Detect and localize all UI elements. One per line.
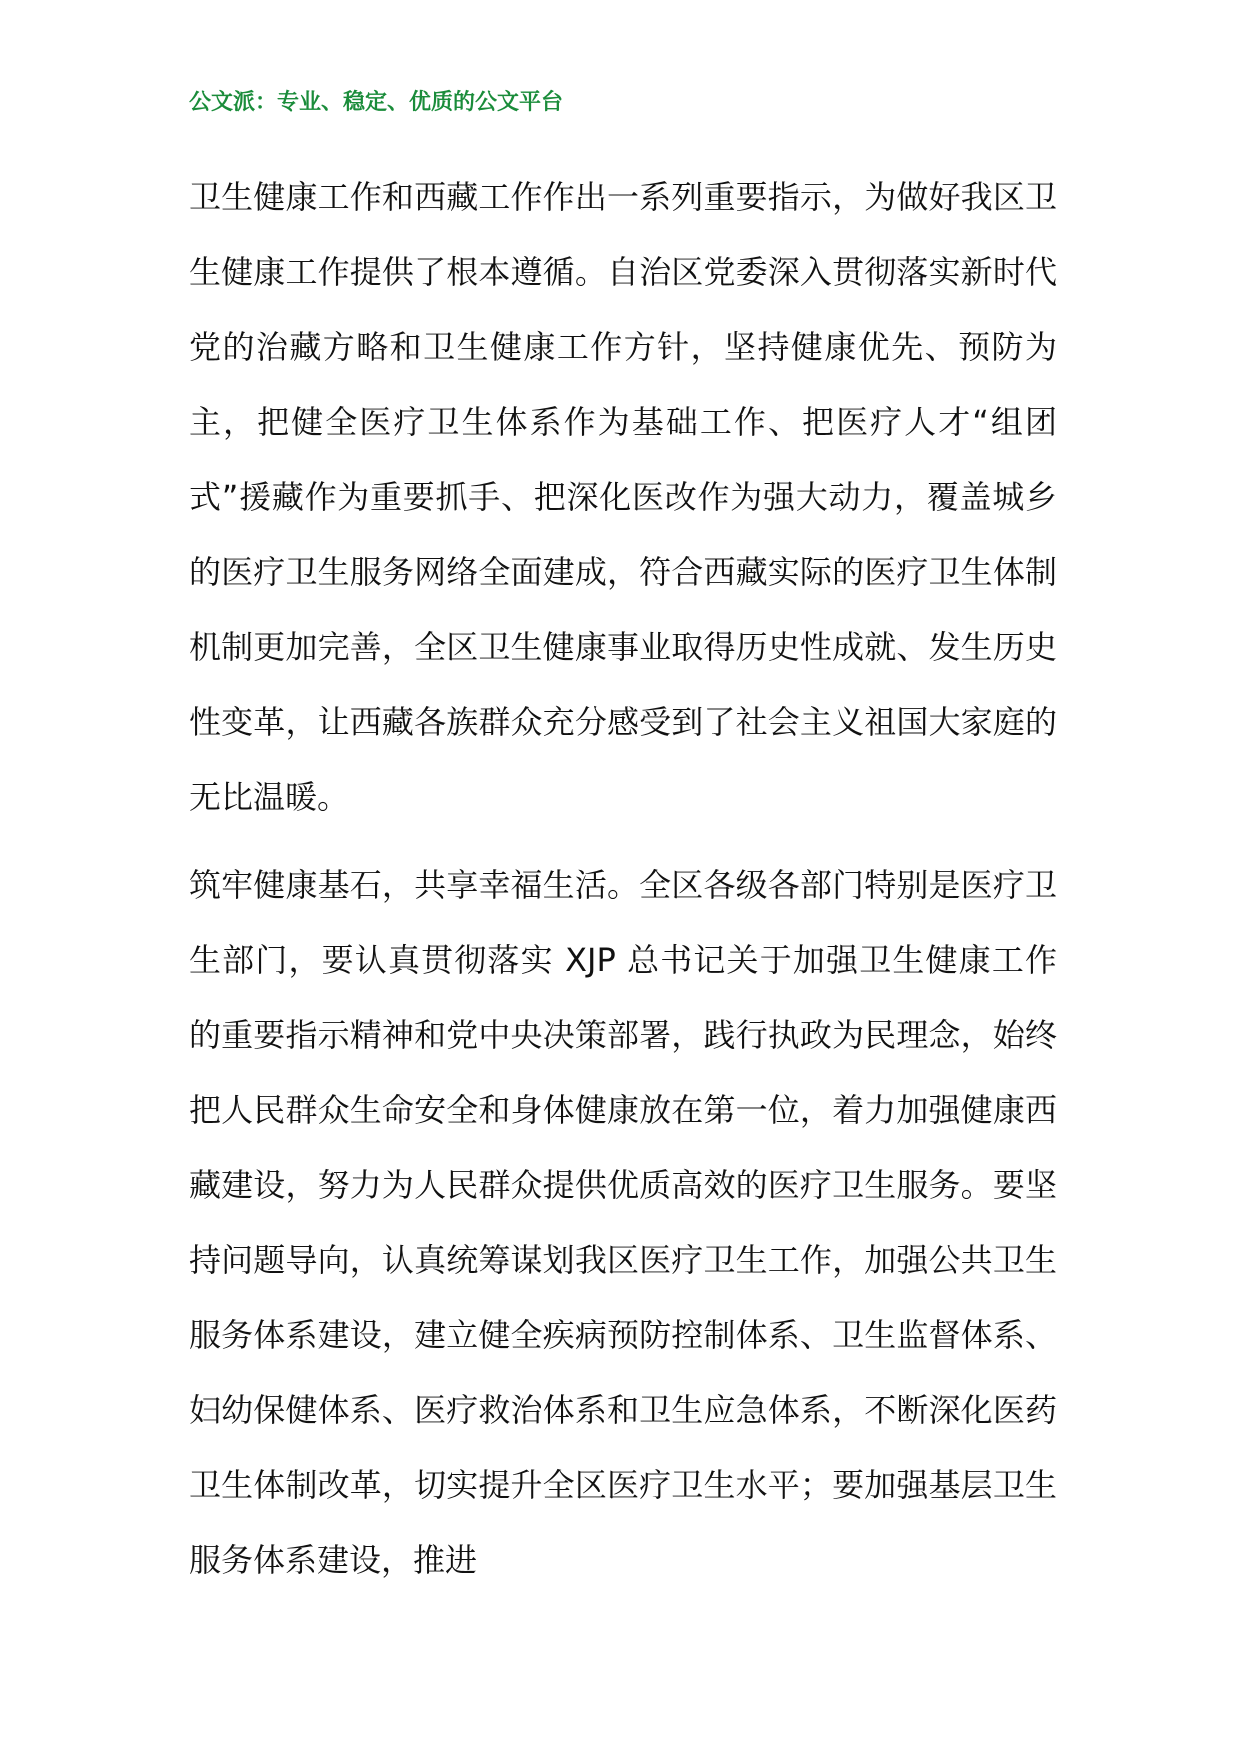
paragraph-1: 卫生健康工作和西藏工作作出一系列重要指示，为做好我区卫生健康工作提供了根本遵循。自治区党委深入贯彻落实新时代党的治藏方略和卫生健康工作方针，坚持健康优先、预防为主，把健全医疗卫生体系作为基础工作、把医疗人才“组团式”援藏作为重要抓手、把深化医改作为强大动力，覆盖城乡的医疗卫生服务网络全面建成，符合西藏实际的医疗卫生体制机制更加完善，全区卫生健康事业取得历史性成就、发生历史性变革，让西藏各族群众充分感受到了社会主义祖国大家庭的无比温暖。 bbox=[189, 178, 1057, 816]
header-title: 公文派：专业、稳定、优质的公文平台 bbox=[189, 90, 564, 115]
paragraph-2: 筑牢健康基石，共享幸福生活。全区各级各部门特别是医疗卫生部门，要认真贯彻落实 XJP 总书记关于加强卫生健康工作的重要指示精神和党中央决策部署，践行执政为民理念，始终把人民群众生命安全和身体健康放在第一位，着力加强健康西藏建设，努力为人民群众提供优质高效的医疗卫生服务。要坚持问题导向，认真统筹谋划我区医疗卫生工作，加强公共卫生服务体系建设，建立健全疾病预防控制体系、卫生监督体系、妇幼保健体系、医疗救治体系和卫生应急体系，不断深化医药卫生体制改革，切实提升全区医疗卫生水平；要加强基层卫生服务体系建设，推进 bbox=[189, 866, 1057, 1579]
